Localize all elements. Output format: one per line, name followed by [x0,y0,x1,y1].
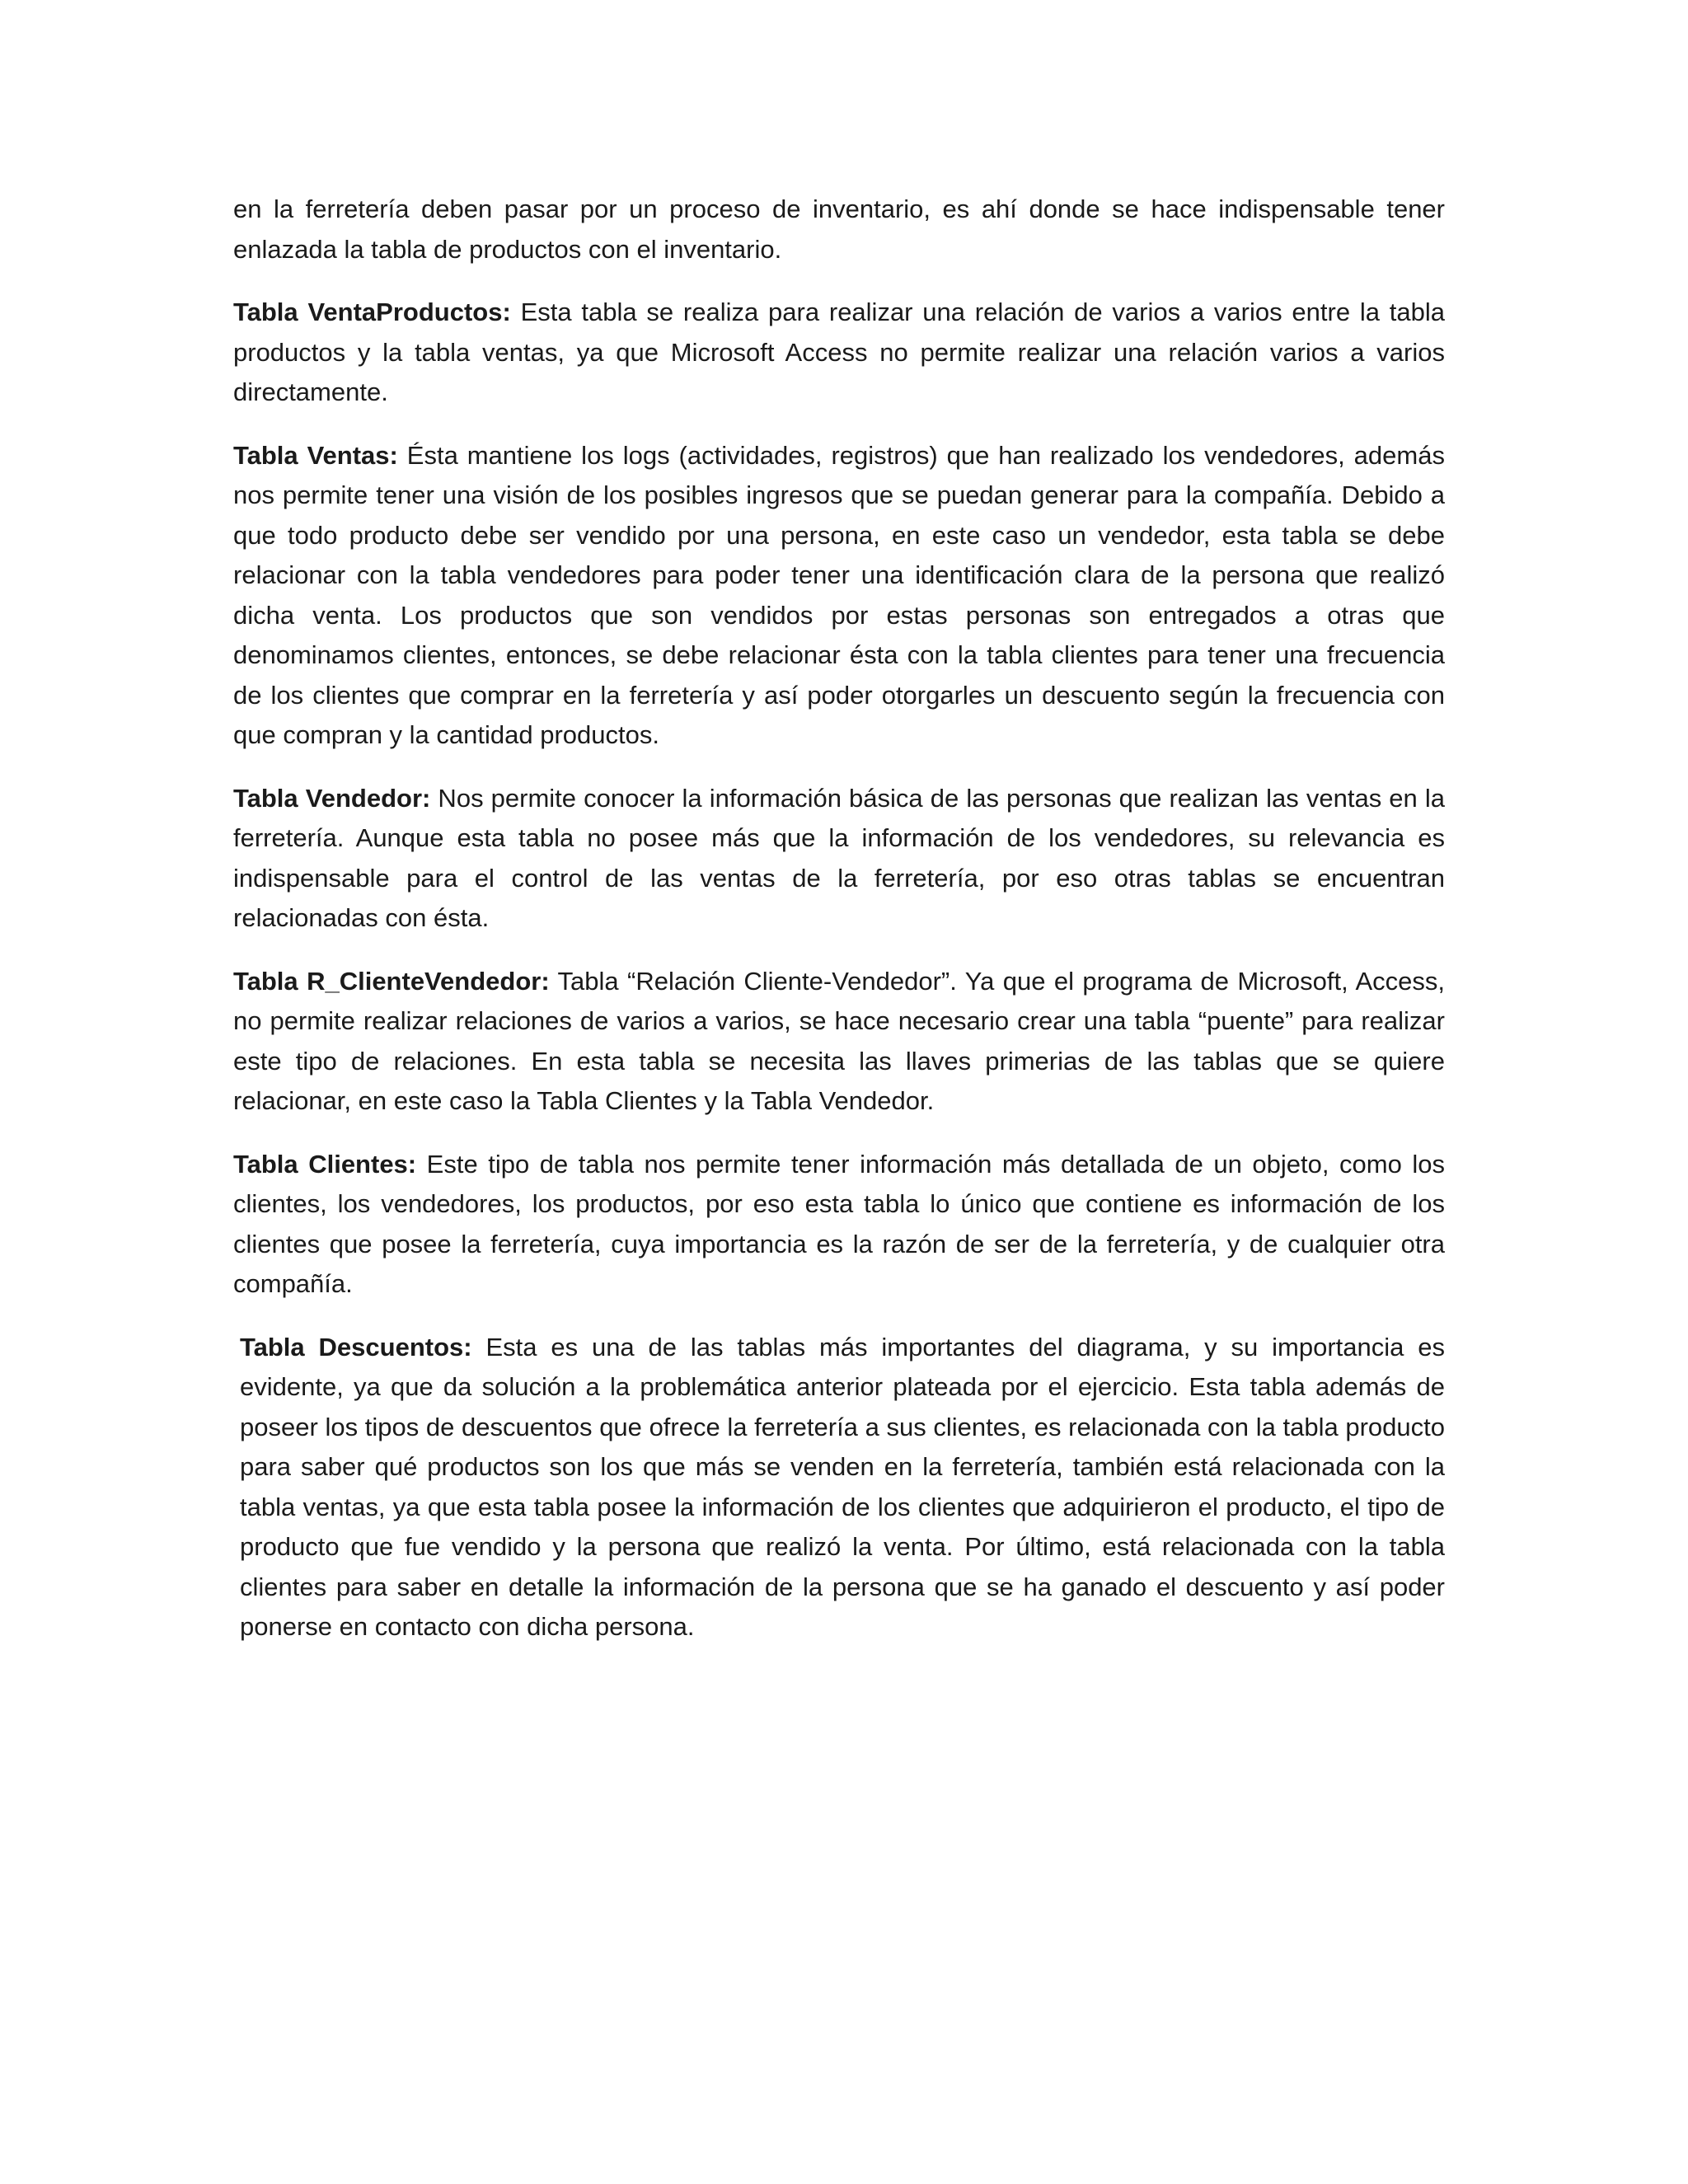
paragraph-heading: Tabla Clientes: [233,1149,417,1179]
paragraph-text: Tabla “Relación Cliente-Vendedor”. Ya que el programa de Microsoft, Access, no permite realizar relaciones de varios a varios, se hace necesario crear una tabla “puente” para realizar este tipo de relaciones. En esta tabla se necesita las llaves primerias de las tablas que se quiere relacionar, en este caso la Tabla Clientes y la Tabla Vendedor. [233,966,1445,1115]
paragraph-heading: Tabla Descuentos: [240,1332,472,1361]
paragraph-tabla-clientes [233,1145,1445,1305]
paragraph-tabla-vendedor [233,779,1445,939]
paragraph-heading: Tabla VentaProductos: [233,298,511,326]
paragraph-text: Esta es una de las tablas más importantes del diagrama, y su importancia es evidente, ya que da solución a la problemática anterior plateada por el ejercicio. Esta tabla además de poseer los tipos de descuentos que ofrece la ferretería a sus clientes, es relacionada con la tabla producto para saber qué productos son los que más se venden en la ferretería, también está relacionada con la tabla ventas, ya que esta tabla posee la información de los clientes que adquirieron el producto, el tipo de producto que fue vendido y la persona que realizó la venta. Por último, está relacionada con la tabla clientes para saber en detalle la información de la persona que se ha ganado el descuento y así poder ponerse en contacto con dicha persona. [240,1332,1445,1641]
paragraph-text: en la ferretería deben pasar por un proceso de inventario, es ahí donde se hace indispensable tener enlazada la tabla de productos con el inventario. [233,194,1445,264]
paragraph-tabla-ventas [233,436,1445,756]
paragraph-tabla-r-clientevendedor [233,962,1445,1122]
paragraph-text: Nos permite conocer la información básica de las personas que realizan las ventas en la ferretería. Aunque esta tabla no posee más que la información de los vendedores, su relevancia es indispensable para el control de las ventas de la ferretería, por eso otras tablas se encuentran relacionadas con ésta. [233,783,1445,932]
paragraph-text: Ésta mantiene los logs (actividades, registros) que han realizado los vendedores, además nos permite tener una visión de los posibles ingresos que se puedan generar para la compañía. Debido a que todo producto debe ser vendido por una persona, en este caso un vendedor, esta tabla se debe relacionar con la tabla vendedores para poder tener una identificación clara de la persona que realizó dicha venta. Los productos que son vendidos por estas personas son entregados a otras que denominamos clientes, entonces, se debe relacionar ésta con la tabla clientes para tener una frecuencia de los clientes que comprar en la ferretería y así poder otorgarles un descuento según la frecuencia con que compran y la cantidad productos. [233,440,1445,749]
paragraph-heading: Tabla Ventas: [233,440,398,470]
paragraph-heading: Tabla Vendedor: [233,783,431,813]
document-body [233,190,1445,1671]
paragraph-inventario [233,190,1445,269]
paragraph-tabla-ventaproductos [233,293,1445,413]
paragraph-text: Este tipo de tabla nos permite tener información más detallada de un objeto, como los clientes, los vendedores, los productos, por eso esta tabla lo único que contiene es información de los clientes que posee la ferretería, cuya importancia es la razón de ser de la ferretería, y de cualquier otra compañía. [233,1149,1445,1298]
paragraph-text: Esta tabla se realiza para realizar una relación de varios a varios entre la tabla productos y la tabla ventas, ya que Microsoft Access no permite realizar una relación varios a varios directamente. [233,298,1445,406]
paragraph-heading: Tabla R_ClienteVendedor: [233,966,550,996]
paragraph-tabla-descuentos [233,1328,1445,1647]
